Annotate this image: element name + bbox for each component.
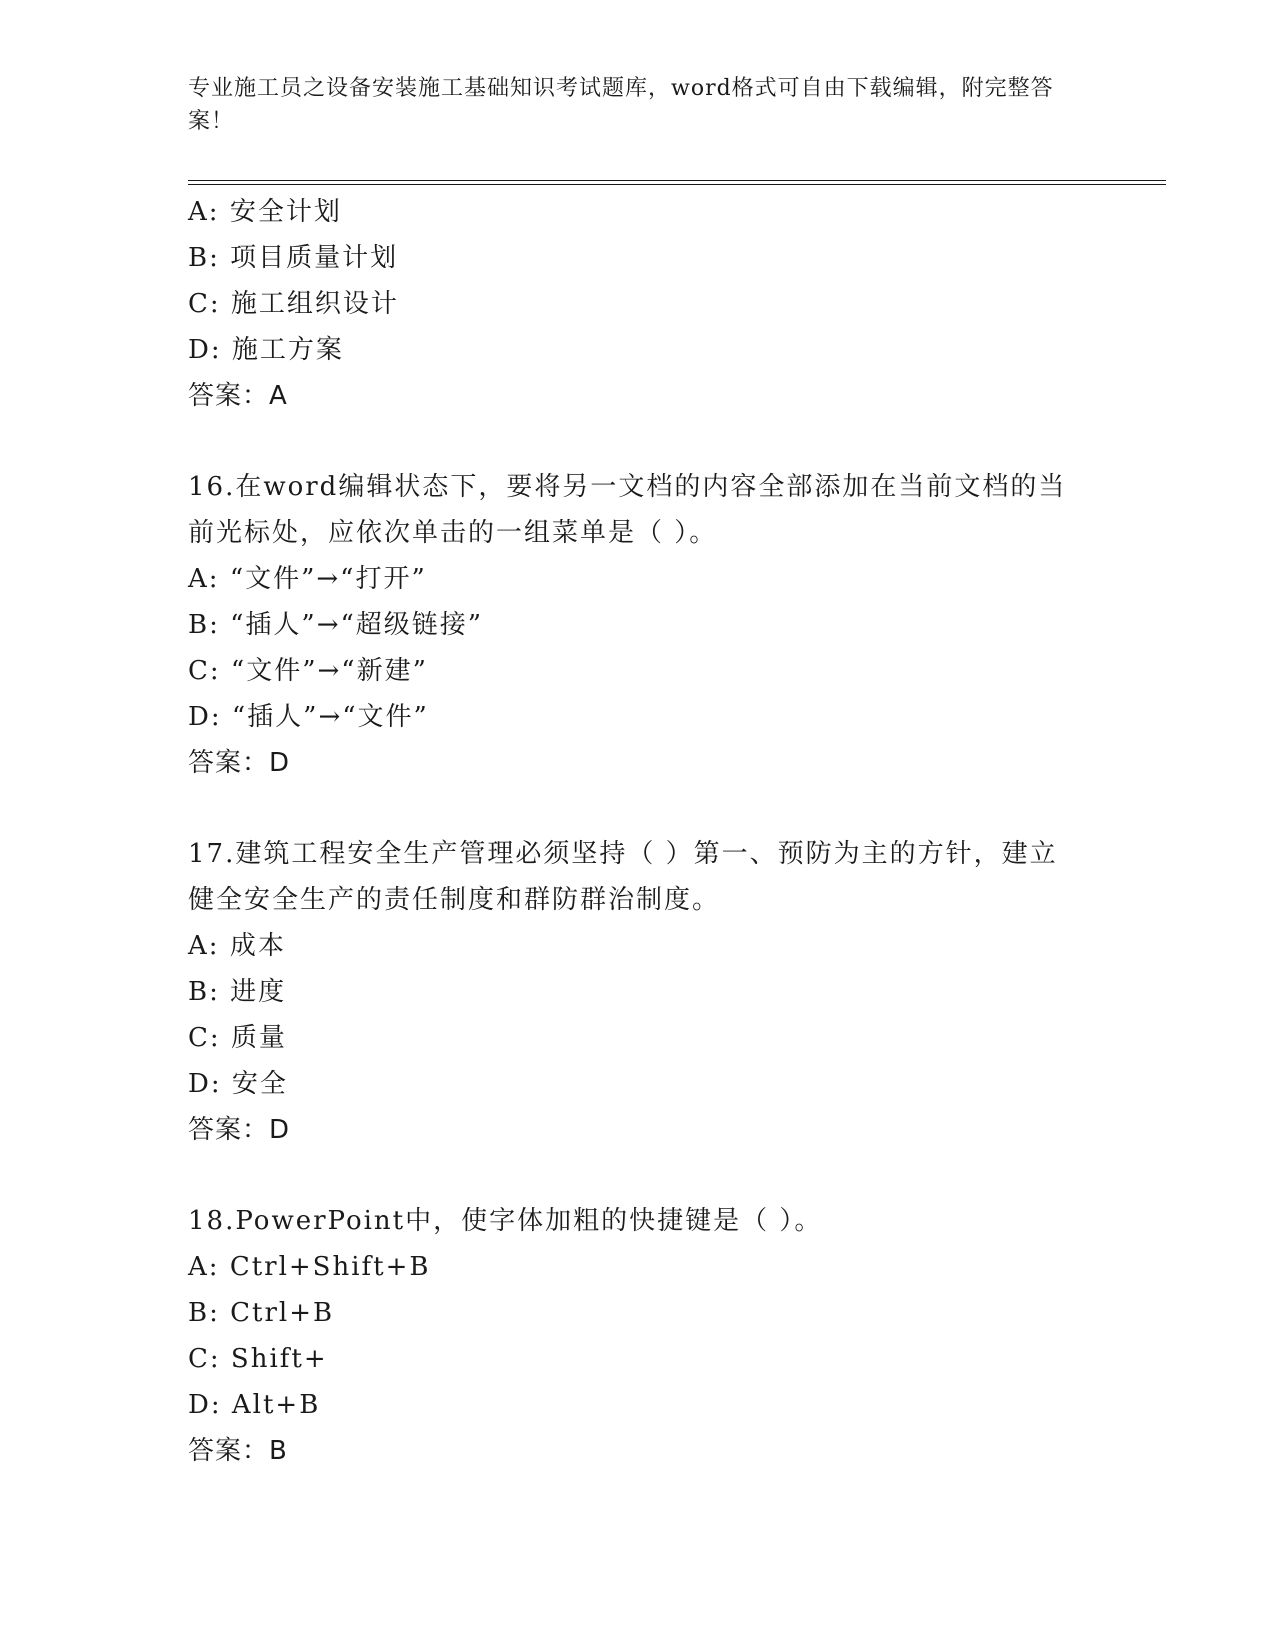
answer-line: 答案：D (188, 1115, 291, 1145)
option-text: 安全 (231, 1069, 288, 1099)
option-c (188, 1015, 1088, 1061)
option-text: “文件”→“新建” (230, 656, 428, 686)
option-label: A: (188, 1252, 220, 1282)
option-text: 施工方案 (231, 335, 344, 365)
header-double-rule (188, 180, 1166, 185)
option-text: Ctrl+Shift+B (229, 1252, 431, 1282)
option-label: B: (188, 243, 220, 273)
option-label: B: (188, 977, 220, 1007)
option-text: “插人”→“文件” (231, 702, 429, 732)
option-text: Ctrl+B (230, 1298, 335, 1328)
option-text: Alt+B (231, 1390, 321, 1420)
option-label: A: (188, 931, 220, 961)
answer-line: 答案：D (188, 748, 291, 778)
document-body (188, 189, 1088, 1474)
option-a (188, 556, 1088, 602)
option-a (188, 1244, 1088, 1290)
option-label: D: (188, 1390, 222, 1420)
option-b (188, 235, 1088, 281)
option-text: “插人”→“超级链接” (230, 610, 484, 640)
option-d (188, 1382, 1088, 1428)
option-label: C: (188, 656, 221, 686)
option-label: D: (188, 1069, 222, 1099)
option-text: “文件”→“打开” (229, 564, 427, 594)
option-label: B: (188, 1298, 220, 1328)
option-text: 项目质量计划 (230, 243, 399, 273)
option-text: 质量 (230, 1023, 287, 1053)
option-text: 进度 (230, 977, 287, 1007)
option-c (188, 648, 1088, 694)
question-stem: 17.建筑工程安全生产管理必须坚持（ ）第一、预防为主的方针，建立健全安全生产的责任制度和群防群治制度。 (188, 839, 1058, 915)
question-block-15 (188, 189, 1088, 419)
option-a (188, 923, 1088, 969)
option-d (188, 1061, 1088, 1107)
option-d (188, 327, 1088, 373)
option-label: A: (188, 197, 220, 227)
document-header: 专业施工员之设备安装施工基础知识考试题库，word格式可自由下载编辑，附完整答案！ (188, 76, 1054, 134)
option-b (188, 969, 1088, 1015)
option-text: 安全计划 (229, 197, 342, 227)
option-label: C: (188, 1344, 221, 1374)
question-stem: 18.PowerPoint中，使字体加粗的快捷键是（ ）。 (188, 1206, 823, 1236)
option-c (188, 281, 1088, 327)
option-label: B: (188, 610, 220, 640)
option-b (188, 1290, 1088, 1336)
question-block-18 (188, 1198, 1088, 1474)
option-label: C: (188, 1023, 221, 1053)
option-c (188, 1336, 1088, 1382)
question-stem: 16.在word编辑状态下，要将另一文档的内容全部添加在当前文档的当前光标处，应依次单击的一组菜单是（ ）。 (188, 472, 1067, 548)
option-label: C: (188, 289, 221, 319)
option-b (188, 602, 1088, 648)
option-d (188, 694, 1088, 740)
option-text: 成本 (229, 931, 286, 961)
question-block-17 (188, 831, 1088, 1153)
answer-line: 答案：B (188, 1436, 288, 1466)
answer-line: 答案：A (188, 381, 288, 411)
option-a (188, 189, 1088, 235)
question-block-16 (188, 464, 1088, 786)
option-label: D: (188, 702, 222, 732)
option-text: 施工组织设计 (230, 289, 399, 319)
option-text: Shift+ (230, 1344, 328, 1374)
option-label: A: (188, 564, 220, 594)
option-label: D: (188, 335, 222, 365)
